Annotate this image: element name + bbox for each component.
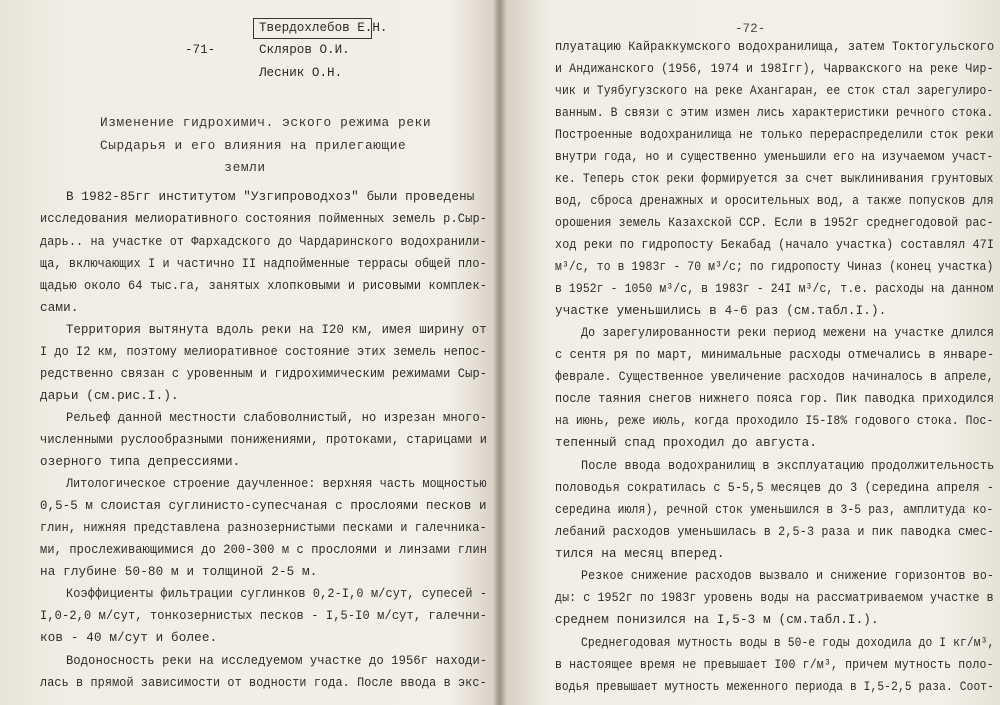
text-line: и Андижанского (1956, 1974 и 198Iгг), Чарвакского на реке Чир-	[555, 62, 994, 76]
text-line: ход реки по гидропосту Бекабад (начало участка) составлял 47I	[555, 238, 995, 252]
text-line: лебаний расходов уменьшилась в 2,5-3 раза и пик паводка смес-	[555, 525, 995, 539]
text-line: В 1982-85гг институтом "Узгипроводхоз" были проведены	[66, 190, 475, 204]
text-line: плуатацию Кайраккумского водохранилища, затем Токтогульского	[555, 40, 995, 54]
text-line: Литологическое строение даучленное: верхняя часть мощностью	[66, 477, 487, 491]
book-gutter	[493, 0, 507, 705]
text-line: тился на месяц вперед.	[555, 547, 725, 561]
text-line: ванным. В связи с этим измен лись характеристики речного стока.	[555, 106, 994, 120]
text-line: До зарегулированности реки период межени на участке длился	[581, 326, 995, 340]
text-line: Коэффициенты фильтрации суглинков 0,2-I,0 м/сут, супесей -	[66, 587, 488, 601]
text-line: с сентя ря по март, минимальные расходы отмечались в январе-	[555, 348, 995, 362]
text-line: тепенный спад проходил до августа.	[555, 436, 818, 450]
text-line: на глубине 50-80 м и толщиной 2-5 м.	[40, 565, 318, 579]
text-line: редственно связан с уровенным и гидрохимическим режимами Сыр-	[40, 367, 488, 381]
text-line: чик и Туябугузского на реке Ахангаран, ее сток стал зарегулиро-	[555, 84, 994, 98]
text-line: феврале. Существенное увеличение расходов начиналось в апреле,	[555, 370, 994, 384]
text-line: дарь.. на участке от Фархадского до Чардаринского водохранили-	[40, 235, 487, 249]
text-line: щадью около 64 тыс.га, занятых хлопковыми и рисовыми комплек-	[40, 279, 488, 293]
title-line-3: земли	[224, 160, 266, 175]
title-line-2: Сырдарья и его влияния на прилегающие	[100, 138, 407, 153]
text-line: глин, нижняя представлена разнозернистыми песками и галечника-	[40, 521, 487, 535]
text-line: м³/с, то в 1983г - 70 м³/с; по гидропосту Чиназ (конец участка)	[555, 260, 994, 274]
text-line: середина июля), речной сток уменьшился в 3-5 раз, амплитуда ко-	[555, 503, 994, 517]
text-line: в 1952г - 1050 м³/с, в 1983г - 24I м³/с, т.е. расходы на данном	[555, 282, 994, 296]
text-line: Территория вытянута вдоль реки на I20 км, имея ширину от	[66, 323, 487, 337]
title-line-1: Изменение гидрохимич. эского режима реки	[100, 115, 432, 130]
left-page-number: -71-	[185, 43, 216, 57]
right-page	[507, 0, 1000, 705]
text-line: ке. Теперь сток реки формируется за счет выклинивания грунтовых	[555, 172, 994, 186]
text-line: исследования мелиоративного состояния пойменных земель р.Сыр-	[40, 212, 488, 226]
text-line: половодья сократилась с 5-5,5 месяцев до 3 (середина апреля -	[555, 481, 995, 495]
text-line: Среднегодовая мутность воды в 50-е годы доходила до I кг/м³,	[581, 636, 995, 650]
text-line: Резкое снижение расходов вызвало и снижение горизонтов во-	[581, 569, 995, 583]
text-line: орошения земель Казахской ССР. Если в 1952г среднегодовой рас-	[555, 216, 994, 230]
text-line: ща, включающих I и частично II надпойменные террасы общей пло-	[40, 257, 487, 271]
text-line: в настоящее время не превышает I00 г/м³, причем мутность поло-	[555, 658, 994, 672]
text-line: лась в прямой зависимости от водности года. После ввода в экс-	[40, 676, 487, 690]
text-line: численными руслообразными понижениями, протоками, старицами и	[40, 433, 488, 447]
text-line: Рельеф данной местности слабоволнистый, но изрезан много-	[66, 411, 488, 425]
author-3: Лесник О.Н.	[259, 66, 343, 80]
text-line: 0,5-5 м слоистая суглинисто-супесчаная с прослоями песков и	[40, 499, 487, 513]
text-line: после таяния снегов нижнего пояса гор. Пик паводка приходился	[555, 392, 995, 406]
left-page	[0, 0, 493, 705]
author-1: Твердохлебов Е.Н.	[259, 21, 388, 35]
text-line: Построенные водохранилища не только перераспределили сток реки	[555, 128, 994, 142]
text-line: I,0-2,0 м/сут, тонкозернистых песков - I,5-I0 м/сут, галечни-	[40, 609, 488, 623]
text-line: I до I2 км, поэтому мелиоративное состояние этих земель непос-	[40, 345, 487, 359]
text-line: вод, сброса дренажных и оросительных вод, а также попусков для	[555, 194, 994, 208]
text-line: Водоносность реки на исследуемом участке до 1956г находи-	[66, 654, 488, 668]
text-line: ми, прослеживающимися до 200-300 м с прослоями и линзами глин	[40, 543, 488, 557]
text-line: ды: с 1952г по 1983г уровень воды на рассматриваемом участке в	[555, 591, 994, 605]
text-line: среднем понизился на I,5-3 м (см.табл.I.).	[555, 613, 879, 627]
text-line: участке уменьшились в 4-6 раз (см.табл.I.).	[555, 304, 887, 318]
text-line: После ввода водохранилищ в эксплуатацию продолжительность	[581, 459, 995, 473]
text-line: водья превышает мутность меженного периода в I,5-2,5 раза. Соот-	[555, 680, 995, 694]
text-line: сами.	[40, 301, 79, 315]
text-line: на июнь, реже июль, когда проходило I5-I8% годового стока. Пос-	[555, 414, 994, 428]
text-line: ков - 40 м/сут и более.	[40, 631, 218, 645]
text-line: озерного типа депрессиями.	[40, 455, 241, 469]
text-line: внутри года, но и существенно уменьшили его на изучаемом участ-	[555, 150, 994, 164]
text-line: дарьи (см.рис.I.).	[40, 389, 179, 403]
right-page-number: -72-	[735, 22, 766, 36]
author-2: Скляров О.И.	[259, 43, 350, 57]
